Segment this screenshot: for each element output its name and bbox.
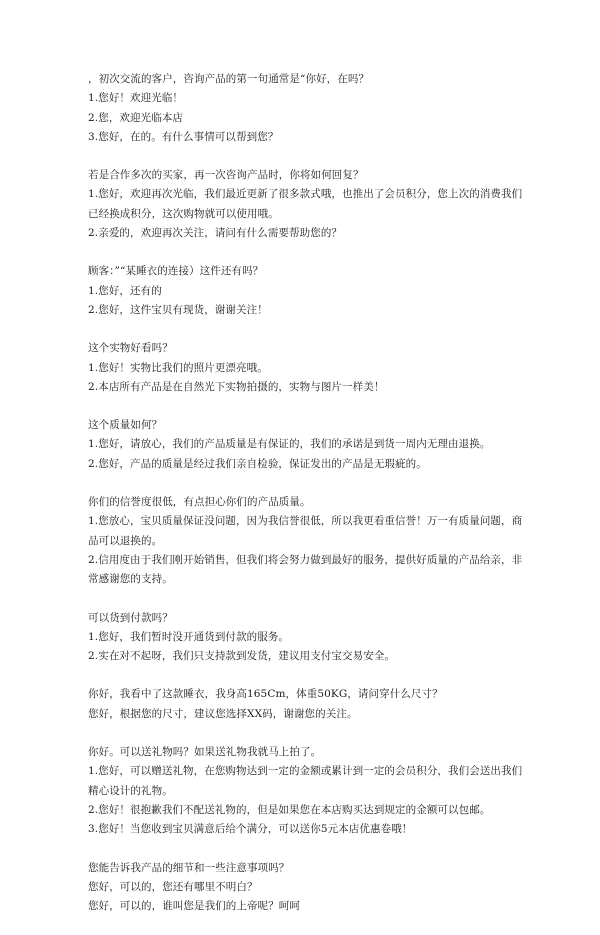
answer-line: 1.您好，欢迎再次光临，我们最近更新了很多款式哦，也推出了会员积分，您上次的消费我们已经换成积分，这次购物就可以使用哦。 bbox=[88, 188, 523, 220]
answer-line: 3.您好，在的。有什么事情可以帮到您？ bbox=[88, 130, 279, 143]
answer-line: 1.您好，可以赠送礼物，在您购物达到一定的金额或累计到一定的会员积分，我们会送出我们精心设计的礼物。 bbox=[88, 765, 523, 797]
question-line: ，初次交流的客户，咨询产品的第一句通常是“你好，在吗？ bbox=[88, 73, 370, 85]
qa-section bbox=[88, 416, 528, 474]
answer-line: 2.实在对不起呀，我们只支持款到发货，建议用支付宝交易安全。 bbox=[88, 650, 396, 663]
qa-section bbox=[88, 859, 528, 917]
qa-section bbox=[88, 493, 528, 589]
question-line: 您能告诉我产品的细节和一些注意事项吗？ bbox=[88, 861, 290, 874]
qa-section bbox=[88, 743, 528, 839]
question-line: 你好。可以送礼物吗？如果送礼物我就马上拍了。 bbox=[88, 746, 322, 759]
question-line: 若是合作多次的买家，再一次咨询产品时，你将如何回复？ bbox=[88, 169, 364, 182]
answer-line: 1.您好！实物比我们的照片更漂亮哦。 bbox=[88, 361, 268, 374]
qa-section bbox=[88, 262, 528, 320]
answer-line: 2.本店所有产品是在自然光下实物拍摄的，实物与图片一样美！ bbox=[88, 380, 385, 393]
answer-line: 1.您好，请放心，我们的产品质量是有保证的，我们的承诺是到货一周内无理由退换。 bbox=[88, 438, 491, 451]
answer-line: 您好，根据您的尺寸，建议您选择XX码，谢谢您的关注。 bbox=[88, 707, 358, 720]
qa-section bbox=[88, 70, 528, 147]
answer-line: 2.您好，产品的质量是经过我们亲自检验，保证发出的产品是无瑕疵的。 bbox=[88, 457, 427, 470]
answer-line: 您好，可以的，谁叫您是我们的上帝呢？呵呵 bbox=[88, 900, 300, 913]
question-line: 可以货到付款吗？ bbox=[88, 611, 173, 624]
answer-line: 2.您，欢迎光临本店 bbox=[88, 111, 184, 124]
question-line: 这个质量如何？ bbox=[88, 419, 163, 432]
answer-line: 您好，可以的，您还有哪里不明白？ bbox=[88, 880, 258, 893]
question-line: 你好，我看中了这款睡衣，我身高165Cm，体重50KG，请问穿什么尺寸？ bbox=[88, 688, 443, 701]
answer-line: 3.您好！当您收到宝贝满意后给个满分，可以送你5元本店优惠卷哦！ bbox=[88, 823, 413, 836]
answer-line: 1.您放心，宝贝质量保证没问题，因为我信誉很低，所以我更看重信誉！万一有质量问题，商品可以退换的。 bbox=[88, 515, 523, 547]
qa-section bbox=[88, 339, 528, 397]
answer-line: 2.您好！很抱歉我们不配送礼物的，但是如果您在本店购买达到规定的金额可以包邮。 bbox=[88, 803, 491, 816]
document-page bbox=[88, 70, 528, 935]
answer-line: 1.您好！欢迎光临！ bbox=[88, 92, 184, 105]
question-line: 你们的信誉度很低，有点担心你们的产品质量。 bbox=[88, 496, 311, 509]
answer-line: 1.您好，我们暂时没开通货到付款的服务。 bbox=[88, 630, 290, 643]
answer-line: 2.信用度由于我们刚开始销售，但我们将会努力做到最好的服务，提供好质量的产品给亲，非常感谢您的支持。 bbox=[88, 553, 523, 586]
answer-line: 2.您好，这件宝贝有现货，谢谢关注！ bbox=[88, 303, 268, 316]
answer-line: 2.亲爱的，欢迎再次关注，请问有什么需要帮助您的？ bbox=[88, 227, 343, 240]
answer-line: 1.您好，还有的 bbox=[88, 284, 162, 297]
question-line: 这个实物好看吗？ bbox=[88, 342, 173, 355]
qa-section bbox=[88, 166, 528, 243]
question-line: 顾客：”“某睡衣的连接）这件还有吗？ bbox=[88, 265, 264, 278]
qa-section bbox=[88, 609, 528, 667]
qa-section bbox=[88, 685, 528, 724]
